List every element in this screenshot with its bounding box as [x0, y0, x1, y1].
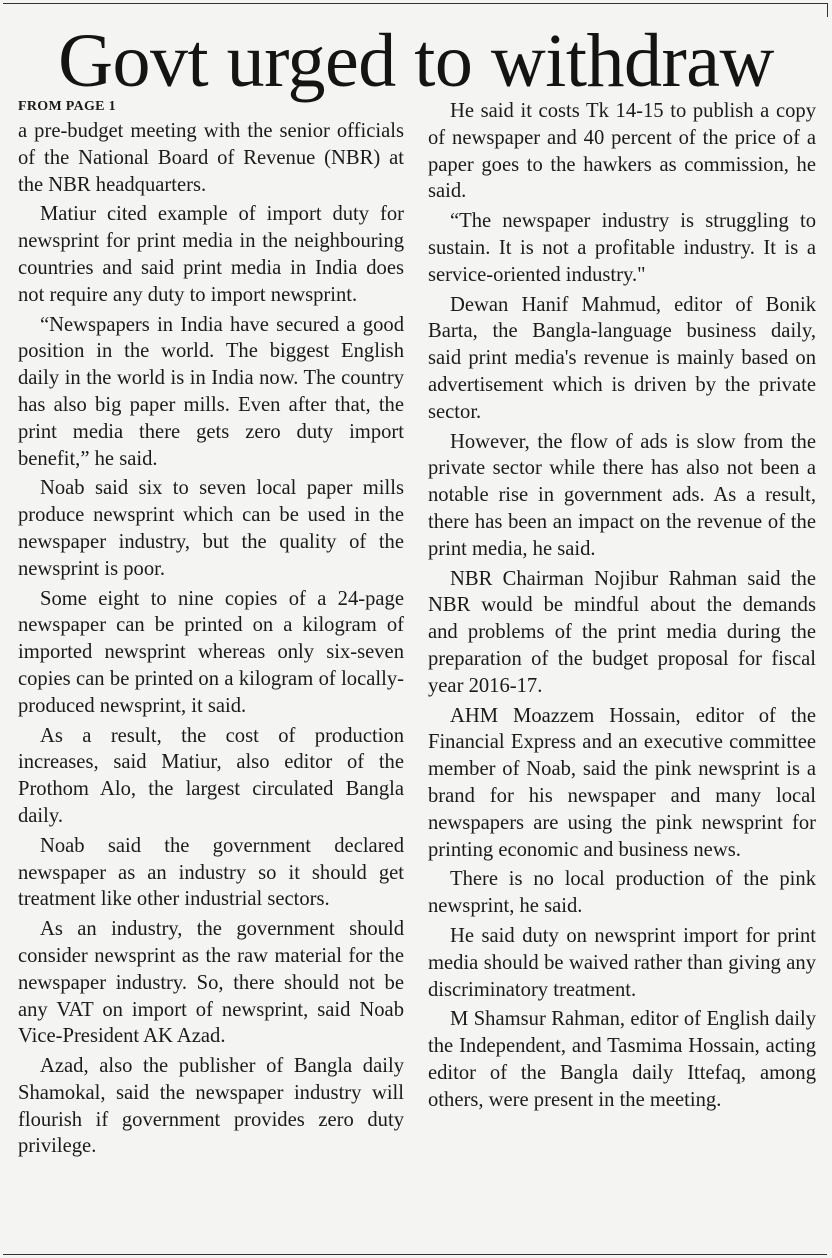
paragraph: Noab said six to seven local paper mills produce newsprint which can be used in the newspaper industry, but the quality of the newsprint is poor. — [18, 477, 404, 580]
paragraph: “Newspapers in India have secured a good position in the world. The biggest English daily in the world is in India now. The country has also big paper mills. Even after that, the print media there gets zero duty import benefit,” he said. — [18, 313, 404, 470]
paragraph: NBR Chairman Nojibur Rahman said the NBR would be mindful about the demands and problems of the print media during the preparation of the budget proposal for fiscal year 2016-17. — [428, 567, 816, 697]
right-column — [428, 98, 816, 1116]
paragraph: a pre-budget meeting with the senior officials of the National Board of Revenue (NBR) at the NBR headquarters. — [18, 120, 404, 196]
left-column — [18, 98, 404, 1163]
paragraph: “The newspaper industry is struggling to sustain. It is not a profitable industry. It is a service-oriented industry." — [428, 210, 816, 286]
paragraph: Azad, also the publisher of Bangla daily Shamokal, said the newspaper industry will flourish if government provides zero duty privilege. — [18, 1055, 404, 1158]
paragraph: He said it costs Tk 14-15 to publish a copy of newspaper and 40 percent of the price of a paper goes to the hawkers as commission, he said. — [428, 100, 816, 203]
paragraph: However, the flow of ads is slow from the private sector while there has also not been a notable rise in government ads. As a result, there has been an impact on the revenue of the print media, he said. — [428, 430, 816, 560]
paragraph: Matiur cited example of import duty for newsprint for print media in the neighbouring countries and said print media in India does not require any duty to import newsprint. — [18, 203, 404, 306]
paragraph: Dewan Hanif Mahmud, editor of Bonik Barta, the Bangla-language business daily, said print media's revenue is mainly based on advertisement which is driven by the private sector. — [428, 293, 816, 423]
paragraph: Noab said the government declared newspaper as an industry so it should get treatment like other industrial sectors. — [18, 834, 404, 911]
headline: Govt urged to withdraw — [58, 19, 774, 103]
paragraph: There is no local production of the pink newsprint, he said. — [428, 868, 816, 918]
jump-kicker: FROM PAGE 1 — [18, 99, 116, 114]
paragraph: Some eight to nine copies of a 24-page newspaper can be printed on a kilogram of imported newsprint whereas only six-seven copies can be printed on a kilogram of locally-produced newsprint, it said. — [18, 587, 404, 717]
paragraph: AHM Moazzem Hossain, editor of the Financial Express and an executive committee member of Noab, said the pink newsprint is a brand for his newspaper and many local newspapers are using the pink newsprint for printing economic and business news. — [428, 704, 816, 861]
paragraph: M Shamsur Rahman, editor of English daily the Independent, and Tasmima Hossain, acting editor of the Bangla daily Ittefaq, among others, were present in the meeting. — [428, 1008, 816, 1111]
corner-rule — [827, 3, 828, 17]
paragraph: As a result, the cost of production increases, said Matiur, also editor of the Prothom Alo, the largest circulated Bangla daily. — [18, 724, 404, 827]
paragraph: He said duty on newsprint import for print media should be waived rather than giving any discriminatory treatment. — [428, 924, 816, 1001]
paragraph: As an industry, the government should consider newsprint as the raw material for the newspaper industry. So, there should not be any VAT on import of newsprint, said Noab Vice-President AK Azad. — [18, 918, 404, 1048]
